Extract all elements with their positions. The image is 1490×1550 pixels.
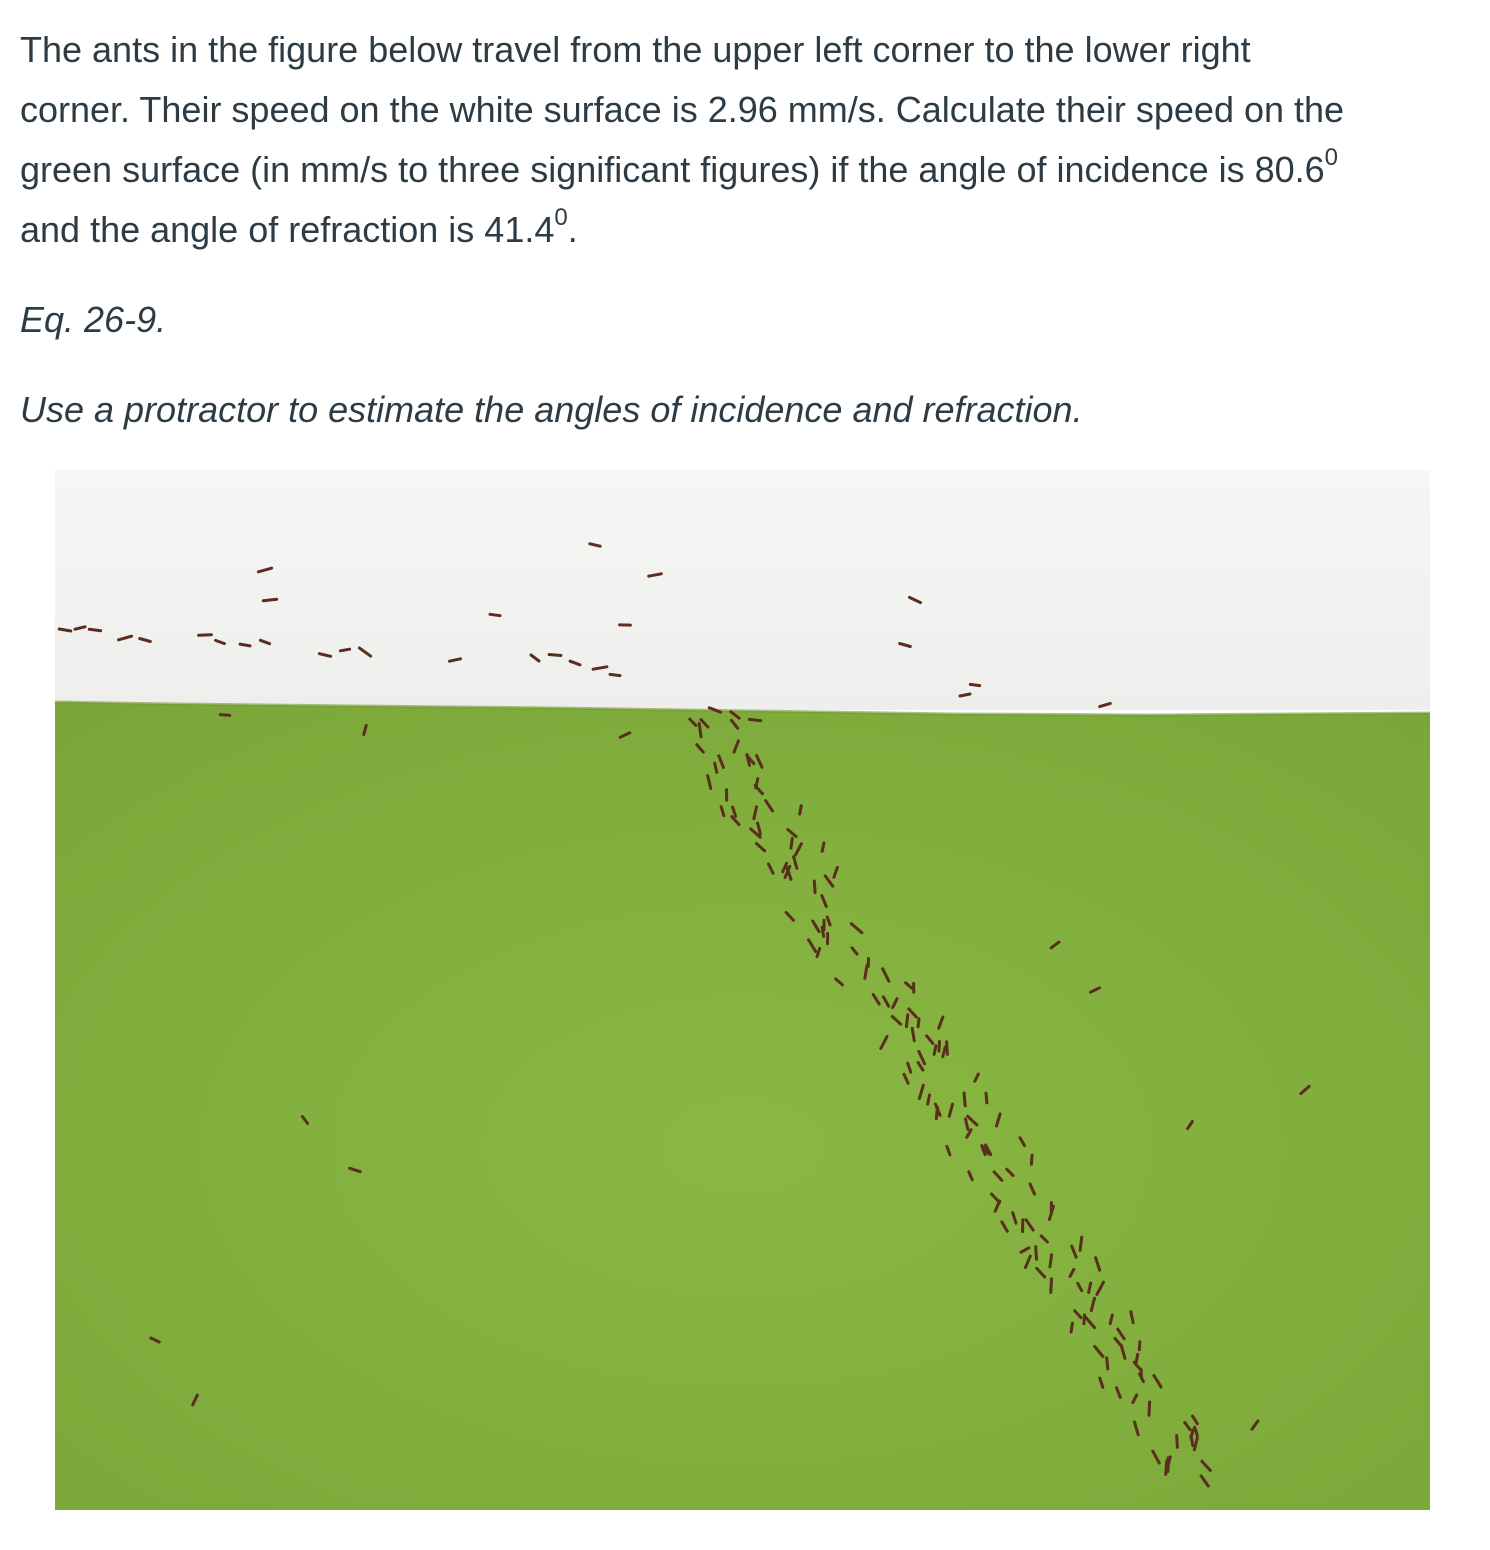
question-line-2: corner. Their speed on the white surface is 2.96 mm/s. Calculate their speed on the xyxy=(20,89,1345,130)
ant xyxy=(1166,1461,1167,1475)
ant xyxy=(1051,1279,1052,1293)
ant xyxy=(936,1107,937,1119)
ant xyxy=(199,635,212,636)
question-line-4-text: and the angle of refraction is 41.4 xyxy=(20,209,555,250)
ant xyxy=(986,1093,987,1103)
ant xyxy=(1036,1247,1037,1260)
ant xyxy=(934,1046,936,1055)
equation-reference: Eq. 26-9. xyxy=(20,299,167,340)
ant xyxy=(1084,1315,1085,1324)
ant xyxy=(1177,1436,1178,1448)
ant-photo-svg xyxy=(55,470,1430,1510)
ant xyxy=(1139,1342,1140,1350)
ant xyxy=(240,644,250,646)
question-line-3-text: green surface (in mm/s to three significant figures) if the angle of incidence is 80.6 xyxy=(20,149,1325,190)
question-text xyxy=(20,20,1470,260)
ant xyxy=(610,674,620,675)
ant xyxy=(263,599,276,600)
protractor-hint: Use a protractor to estimate the angles of incidence and refraction. xyxy=(20,389,1083,430)
degree-mark-incidence: 0 xyxy=(1324,144,1339,171)
green-surface xyxy=(55,702,1430,1510)
ant xyxy=(960,694,970,696)
question-line-4 xyxy=(20,200,1470,260)
ant xyxy=(1110,1315,1112,1324)
ant xyxy=(800,806,802,814)
ant xyxy=(699,723,701,737)
ant-refraction-photo xyxy=(55,470,1430,1510)
ant xyxy=(715,763,717,772)
ant xyxy=(89,629,100,630)
ant xyxy=(939,1041,940,1051)
ant xyxy=(970,684,979,685)
ant xyxy=(749,719,760,720)
ant xyxy=(1050,1255,1052,1267)
ant xyxy=(814,881,815,893)
ant xyxy=(964,1093,965,1106)
ant xyxy=(1149,1402,1150,1415)
ant xyxy=(1031,1155,1032,1164)
question-line-4-end: . xyxy=(567,209,578,250)
ant xyxy=(220,715,229,716)
ant xyxy=(912,1028,914,1040)
ant xyxy=(918,1019,919,1027)
degree-mark-refraction: 0 xyxy=(554,204,568,231)
question-line-1: The ants in the figure below travel from the upper left corner to the lower right xyxy=(20,29,1251,70)
ant xyxy=(1191,1435,1193,1445)
ant xyxy=(822,843,824,851)
question-line-3 xyxy=(20,140,1470,200)
ant xyxy=(490,614,500,615)
ant xyxy=(549,655,561,656)
ant xyxy=(791,838,792,848)
white-surface xyxy=(55,470,1430,710)
ant xyxy=(340,649,349,651)
ant xyxy=(1107,1358,1108,1369)
ant xyxy=(928,1095,930,1104)
ant xyxy=(1089,1283,1091,1292)
ant xyxy=(1080,1237,1082,1250)
ant xyxy=(59,629,71,631)
ant xyxy=(947,1042,948,1055)
ant xyxy=(906,1015,907,1027)
ant xyxy=(1071,1323,1072,1332)
